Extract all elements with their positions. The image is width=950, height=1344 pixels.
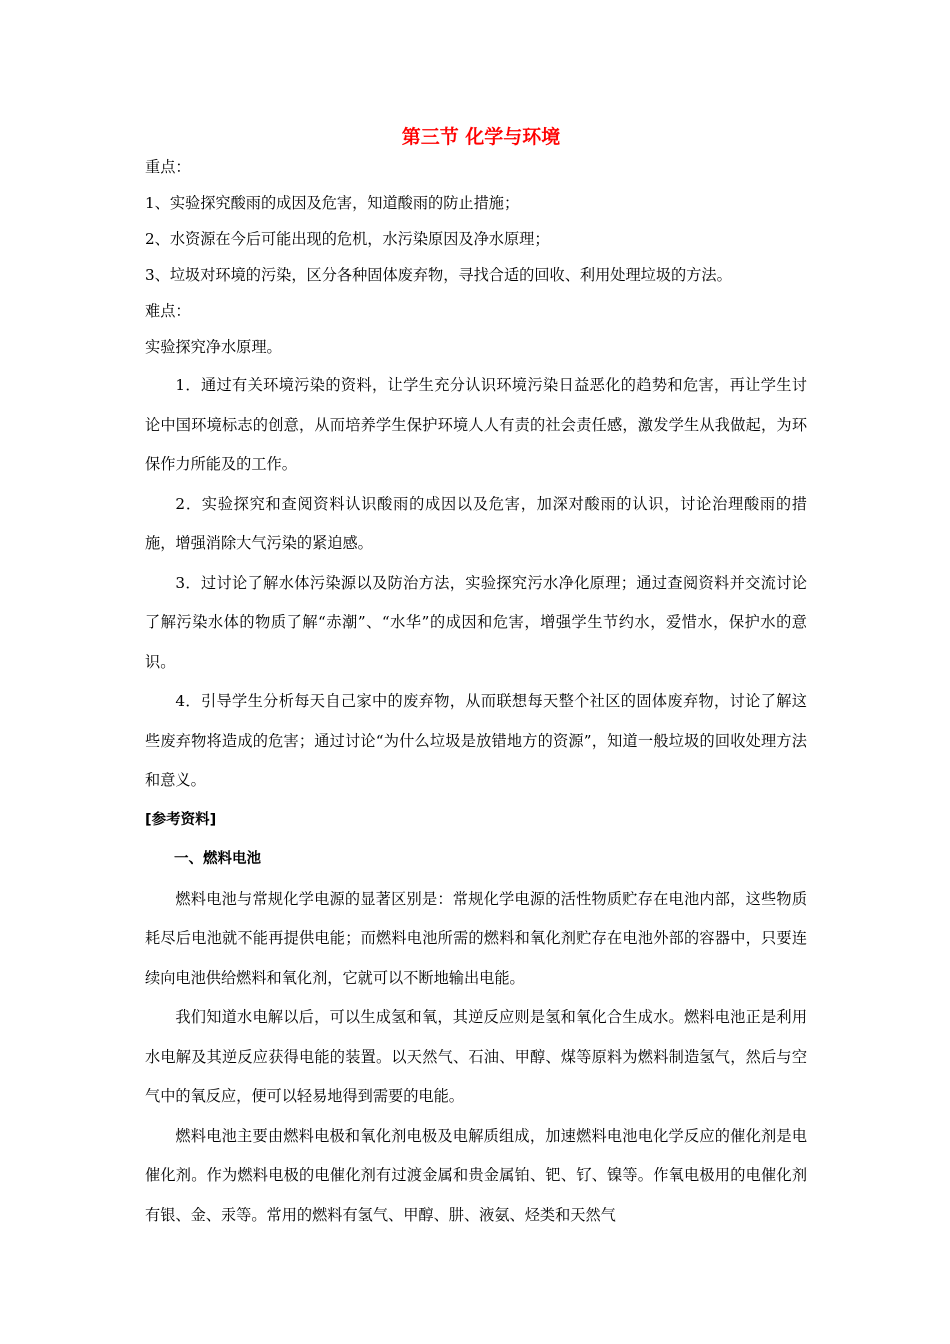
objective-paragraph: 4．引导学生分析每天自己家中的废弃物，从而联想每天整个社区的固体废弃物，讨论了解这些废弃物将造成的危害；通过讨论“为什么垃圾是放错地方的资源”，知道一般垃圾的回收处理方法和意义。: [145, 692, 807, 789]
reference-paragraph: 我们知道水电解以后，可以生成氢和氧，其逆反应则是氢和氧化合生成水。燃料电池正是利用水电解及其逆反应获得电能的装置。以天然气、石油、甲醇、煤等原料为燃料制造氢气，然后与空气中的氧反应，便可以轻易地得到需要的电能。: [145, 1008, 807, 1105]
key-point-item: 2、水资源在今后可能出现的危机，水污染原因及净水原理；: [145, 230, 550, 248]
difficulties-section: [145, 296, 807, 362]
key-point-item: 1、实验探究酸雨的成因及危害，知道酸雨的防止措施；: [145, 194, 520, 212]
difficulties-text: 实验探究净水原理。: [145, 338, 282, 356]
reference-paragraph: 燃料电池主要由燃料电极和氧化剂电极及电解质组成，加速燃料电池电化学反应的催化剂是电催化剂。作为燃料电极的电催化剂有过渡金属和贵金属铂、钯、钌、镍等。作氧电极用的电催化剂有银、金、汞等。常用的燃料有氢气、甲醇、肼、液氨、烃类和天然气: [145, 1126, 807, 1224]
objective-paragraph: 3．过讨论了解水体污染源以及防治方法，实验探究污水净化原理；通过查阅资料并交流讨论了解污染水体的物质了解“赤潮”、“水华”的成因和危害，增强学生节约水，爱惜水，保护水的意识。: [145, 573, 807, 671]
page-title: 第三节 化学与环境: [401, 126, 561, 148]
objective-paragraph: 1．通过有关环境污染的资料，让学生充分认识环境污染日益恶化的趋势和危害，再让学生讨论中国环境标志的创意，从而培养学生保护环境人人有责的社会责任感，激发学生从我做起，为环保作力所能及的工作。: [145, 376, 807, 473]
reference-section: [145, 801, 807, 1236]
section-heading-fuel-cell: 一、燃料电池: [174, 851, 261, 867]
objectives-section: [145, 366, 807, 801]
reference-heading: [参考资料]: [145, 811, 217, 828]
difficulties-heading: 难点：: [145, 302, 191, 320]
key-points-section: [145, 152, 807, 290]
reference-paragraph: 燃料电池与常规化学电源的显著区别是：常规化学电源的活性物质贮存在电池内部，这些物质耗尽后电池就不能再提供电能；而燃料电池所需的燃料和氧化剂贮存在电池外部的容器中，只要连续向电池供给燃料和氧化剂，它就可以不断地输出电能。: [145, 889, 807, 987]
key-point-item: 3、垃圾对环境的污染，区分各种固体废弃物，寻找合适的回收、利用处理垃圾的方法。: [145, 266, 732, 284]
document-page: [145, 122, 807, 1235]
key-points-heading: 重点：: [145, 158, 191, 176]
objective-paragraph: 2．实验探究和查阅资料认识酸雨的成因以及危害，加深对酸雨的认识，讨论治理酸雨的措施，增强消除大气污染的紧迫感。: [145, 494, 807, 552]
